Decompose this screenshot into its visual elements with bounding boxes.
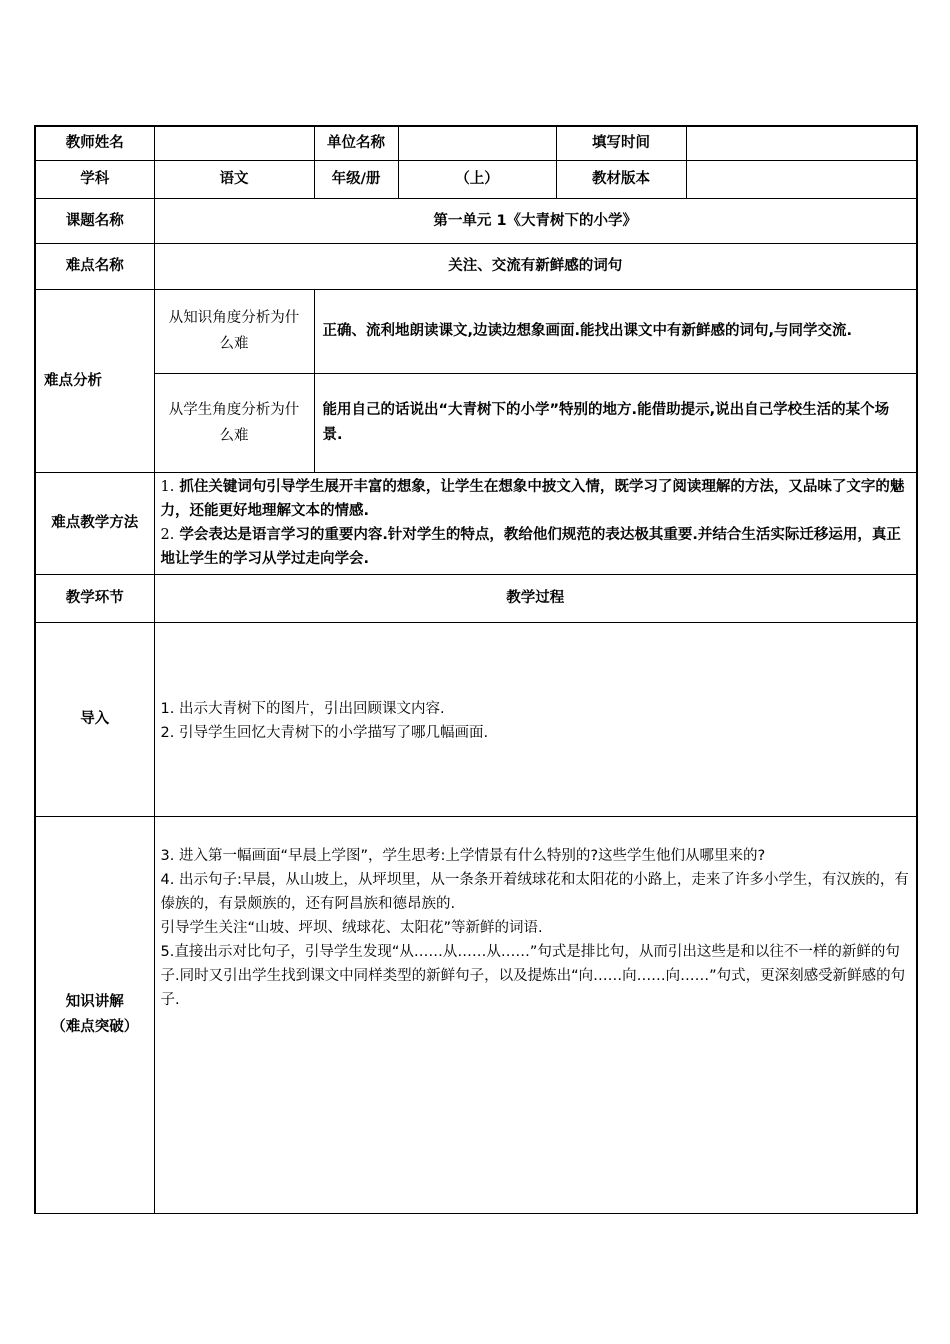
intro-line: 1. 出示大青树下的图片，引出回顾课文内容. — [160, 701, 445, 717]
analysis-label: 难点分析 — [35, 289, 154, 472]
method-item-text: 学会表达是语言学习的重要内容.针对学生的特点，教给他们规范的表达极其重要.并结合生活实际迁移运用，真正地让学生的学习从学过走向学会. — [160, 527, 901, 567]
subject-label: 学科 — [35, 160, 154, 198]
intro-row — [35, 622, 917, 816]
knowledge-angle-text: 正确、流利地朗读课文,边读边想象画面.能找出课文中有新鲜感的词句,与同学交流. — [314, 289, 917, 373]
topic-row — [35, 198, 917, 243]
knowledge-content — [154, 816, 917, 1213]
knowledge-label — [35, 816, 154, 1213]
header-row-2 — [35, 160, 917, 198]
intro-line: 2. 引导学生回忆大青树下的小学描写了哪几幅画面. — [160, 725, 489, 741]
process-header-row — [35, 574, 917, 622]
student-angle-text: 能用自己的话说出“大青树下的小学”特别的地方.能借助提示,说出自己学校生活的某个场景. — [314, 373, 917, 472]
method-item — [161, 475, 911, 523]
method-item — [161, 523, 911, 571]
knowledge-line: 5.直接出示对比句子，引导学生发现“从……从……从……”句式是排比句，从而引出这些是和以往不一样的新鲜的句子.同时又引出学生找到课文中同样类型的新鲜句子，以及提炼出“向……向……向……”句式，更深刻感受新鲜感的句子. — [160, 943, 906, 1008]
knowledge-line: 4. 出示句子:早晨，从山坡上，从坪坝里，从一条条开着绒球花和太阳花的小路上，走来了许多小学生，有汉族的，有傣族的，有景颇族的，还有阿昌族和德昂族的. — [160, 871, 909, 912]
teacher-name-label: 教师姓名 — [35, 126, 154, 160]
difficulty-row — [35, 243, 917, 289]
analysis-row-student — [35, 373, 917, 472]
difficulty-label: 难点名称 — [35, 243, 154, 289]
intro-content — [154, 622, 917, 816]
method-item-text: 抓住关键词句引导学生展开丰富的想象，让学生在想象中披文入情，既学习了阅读理解的方法，又品味了文字的魅力，还能更好地理解文本的情感. — [160, 479, 905, 519]
subject-value: 语文 — [154, 160, 314, 198]
knowledge-angle-label: 从知识角度分析为什么难 — [154, 289, 314, 373]
edition-label: 教材版本 — [556, 160, 686, 198]
method-item-number: 1. — [160, 479, 175, 495]
topic-label: 课题名称 — [35, 198, 154, 243]
process-content-label: 教学过程 — [154, 574, 917, 622]
student-angle-label: 从学生角度分析为什么难 — [154, 373, 314, 472]
topic-value: 第一单元 1《大青树下的小学》 — [154, 198, 917, 243]
header-row-1 — [35, 126, 917, 160]
fill-date-value — [686, 126, 917, 160]
grade-label: 年级/册 — [314, 160, 398, 198]
knowledge-line: 引导学生关注“山坡、坪坝、绒球花、太阳花”等新鲜的词语. — [160, 919, 543, 936]
knowledge-row — [35, 816, 917, 1213]
method-label: 难点教学方法 — [35, 472, 154, 574]
knowledge-label-line1: 知识讲解 — [65, 993, 124, 1010]
knowledge-label-line2: （难点突破） — [51, 1018, 139, 1035]
analysis-row-knowledge — [35, 289, 917, 373]
unit-name-label: 单位名称 — [314, 126, 398, 160]
fill-date-label: 填写时间 — [556, 126, 686, 160]
grade-value: （上） — [398, 160, 556, 198]
edition-value — [686, 160, 917, 198]
lesson-plan-table — [34, 125, 918, 1214]
method-row — [35, 472, 917, 574]
process-stage-label: 教学环节 — [35, 574, 154, 622]
teacher-name-value — [154, 126, 314, 160]
method-content — [154, 472, 917, 574]
knowledge-line: 3. 进入第一幅画面“早晨上学图”，学生思考:上学情景有什么特别的?这些学生他们从哪里来的? — [160, 847, 766, 864]
method-item-number: 2. — [160, 527, 175, 543]
difficulty-value: 关注、交流有新鲜感的词句 — [154, 243, 917, 289]
unit-name-value — [398, 126, 556, 160]
lesson-plan-page — [34, 125, 916, 1214]
intro-label: 导入 — [35, 622, 154, 816]
